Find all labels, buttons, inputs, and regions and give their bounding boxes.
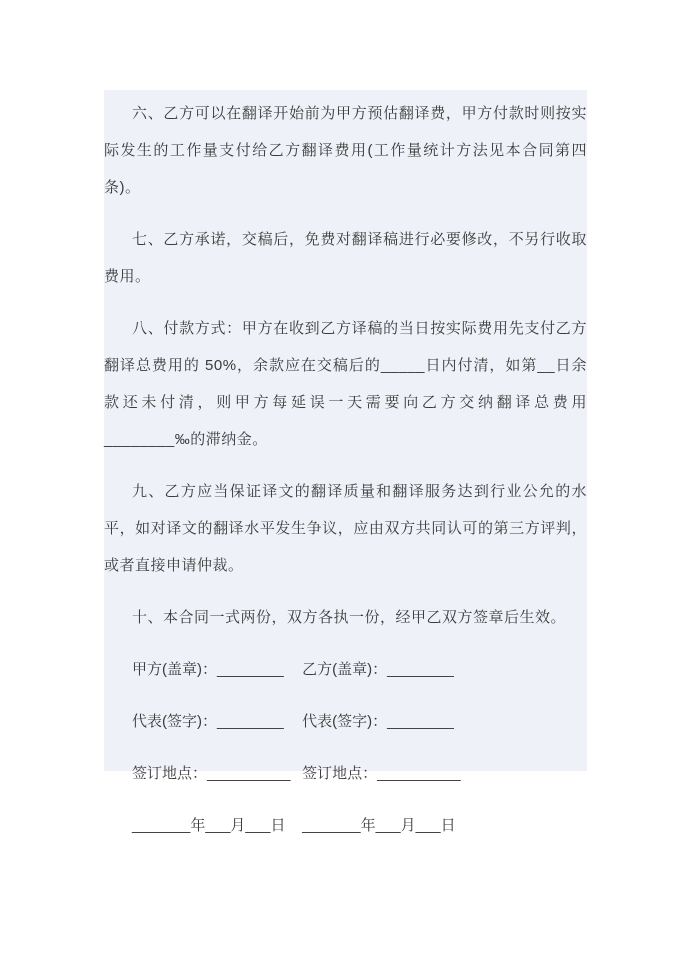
signature-row-date	[104, 807, 587, 844]
party-b-signing-place-line: 签订地点：__________	[302, 765, 461, 782]
party-b-date-line: _______年___月___日	[302, 817, 456, 834]
contract-clause-9: 九、乙方应当保证译文的翻译质量和翻译服务达到行业公允的水平，如对译文的翻译水平发生争议，应由双方共同认可的第三方评判，或者直接申请仲裁。	[104, 483, 587, 574]
signature-row-representative	[104, 703, 587, 740]
contract-clause-10: 十、本合同一式两份，双方各执一份，经甲乙双方签章后生效。	[132, 609, 567, 626]
signature-row-seal	[104, 651, 587, 688]
contract-clause-8: 八、付款方式：甲方在收到乙方译稿的当日按实际费用先支付乙方翻译总费用的 50%，余款应在交稿后的_____日内付清，如第__日余款还未付清，则甲方每延误一天需要向乙方交纳翻译总费用________‰的滞纳金。	[104, 320, 587, 448]
party-a-date-line: _______年___月___日	[132, 817, 286, 834]
party-a-signing-place-line: 签订地点：__________	[132, 765, 291, 782]
party-b-seal-line: 乙方(盖章)：________	[302, 661, 454, 678]
contract-clause-7: 七、乙方承诺，交稿后，免费对翻译稿进行必要修改，不另行收取费用。	[104, 231, 587, 285]
signature-row-signing-place	[104, 755, 587, 792]
party-a-seal-line: 甲方(盖章)：________	[132, 661, 284, 678]
party-b-representative-sign-line: 代表(签字)：________	[302, 713, 454, 730]
contract-document-panel	[104, 90, 587, 834]
party-a-representative-sign-line: 代表(签字)：________	[132, 713, 284, 730]
contract-clause-6: 六、乙方可以在翻译开始前为甲方预估翻译费，甲方付款时则按实际发生的工作量支付给乙方翻译费用(工作量统计方法见本合同第四条)。	[104, 105, 587, 196]
